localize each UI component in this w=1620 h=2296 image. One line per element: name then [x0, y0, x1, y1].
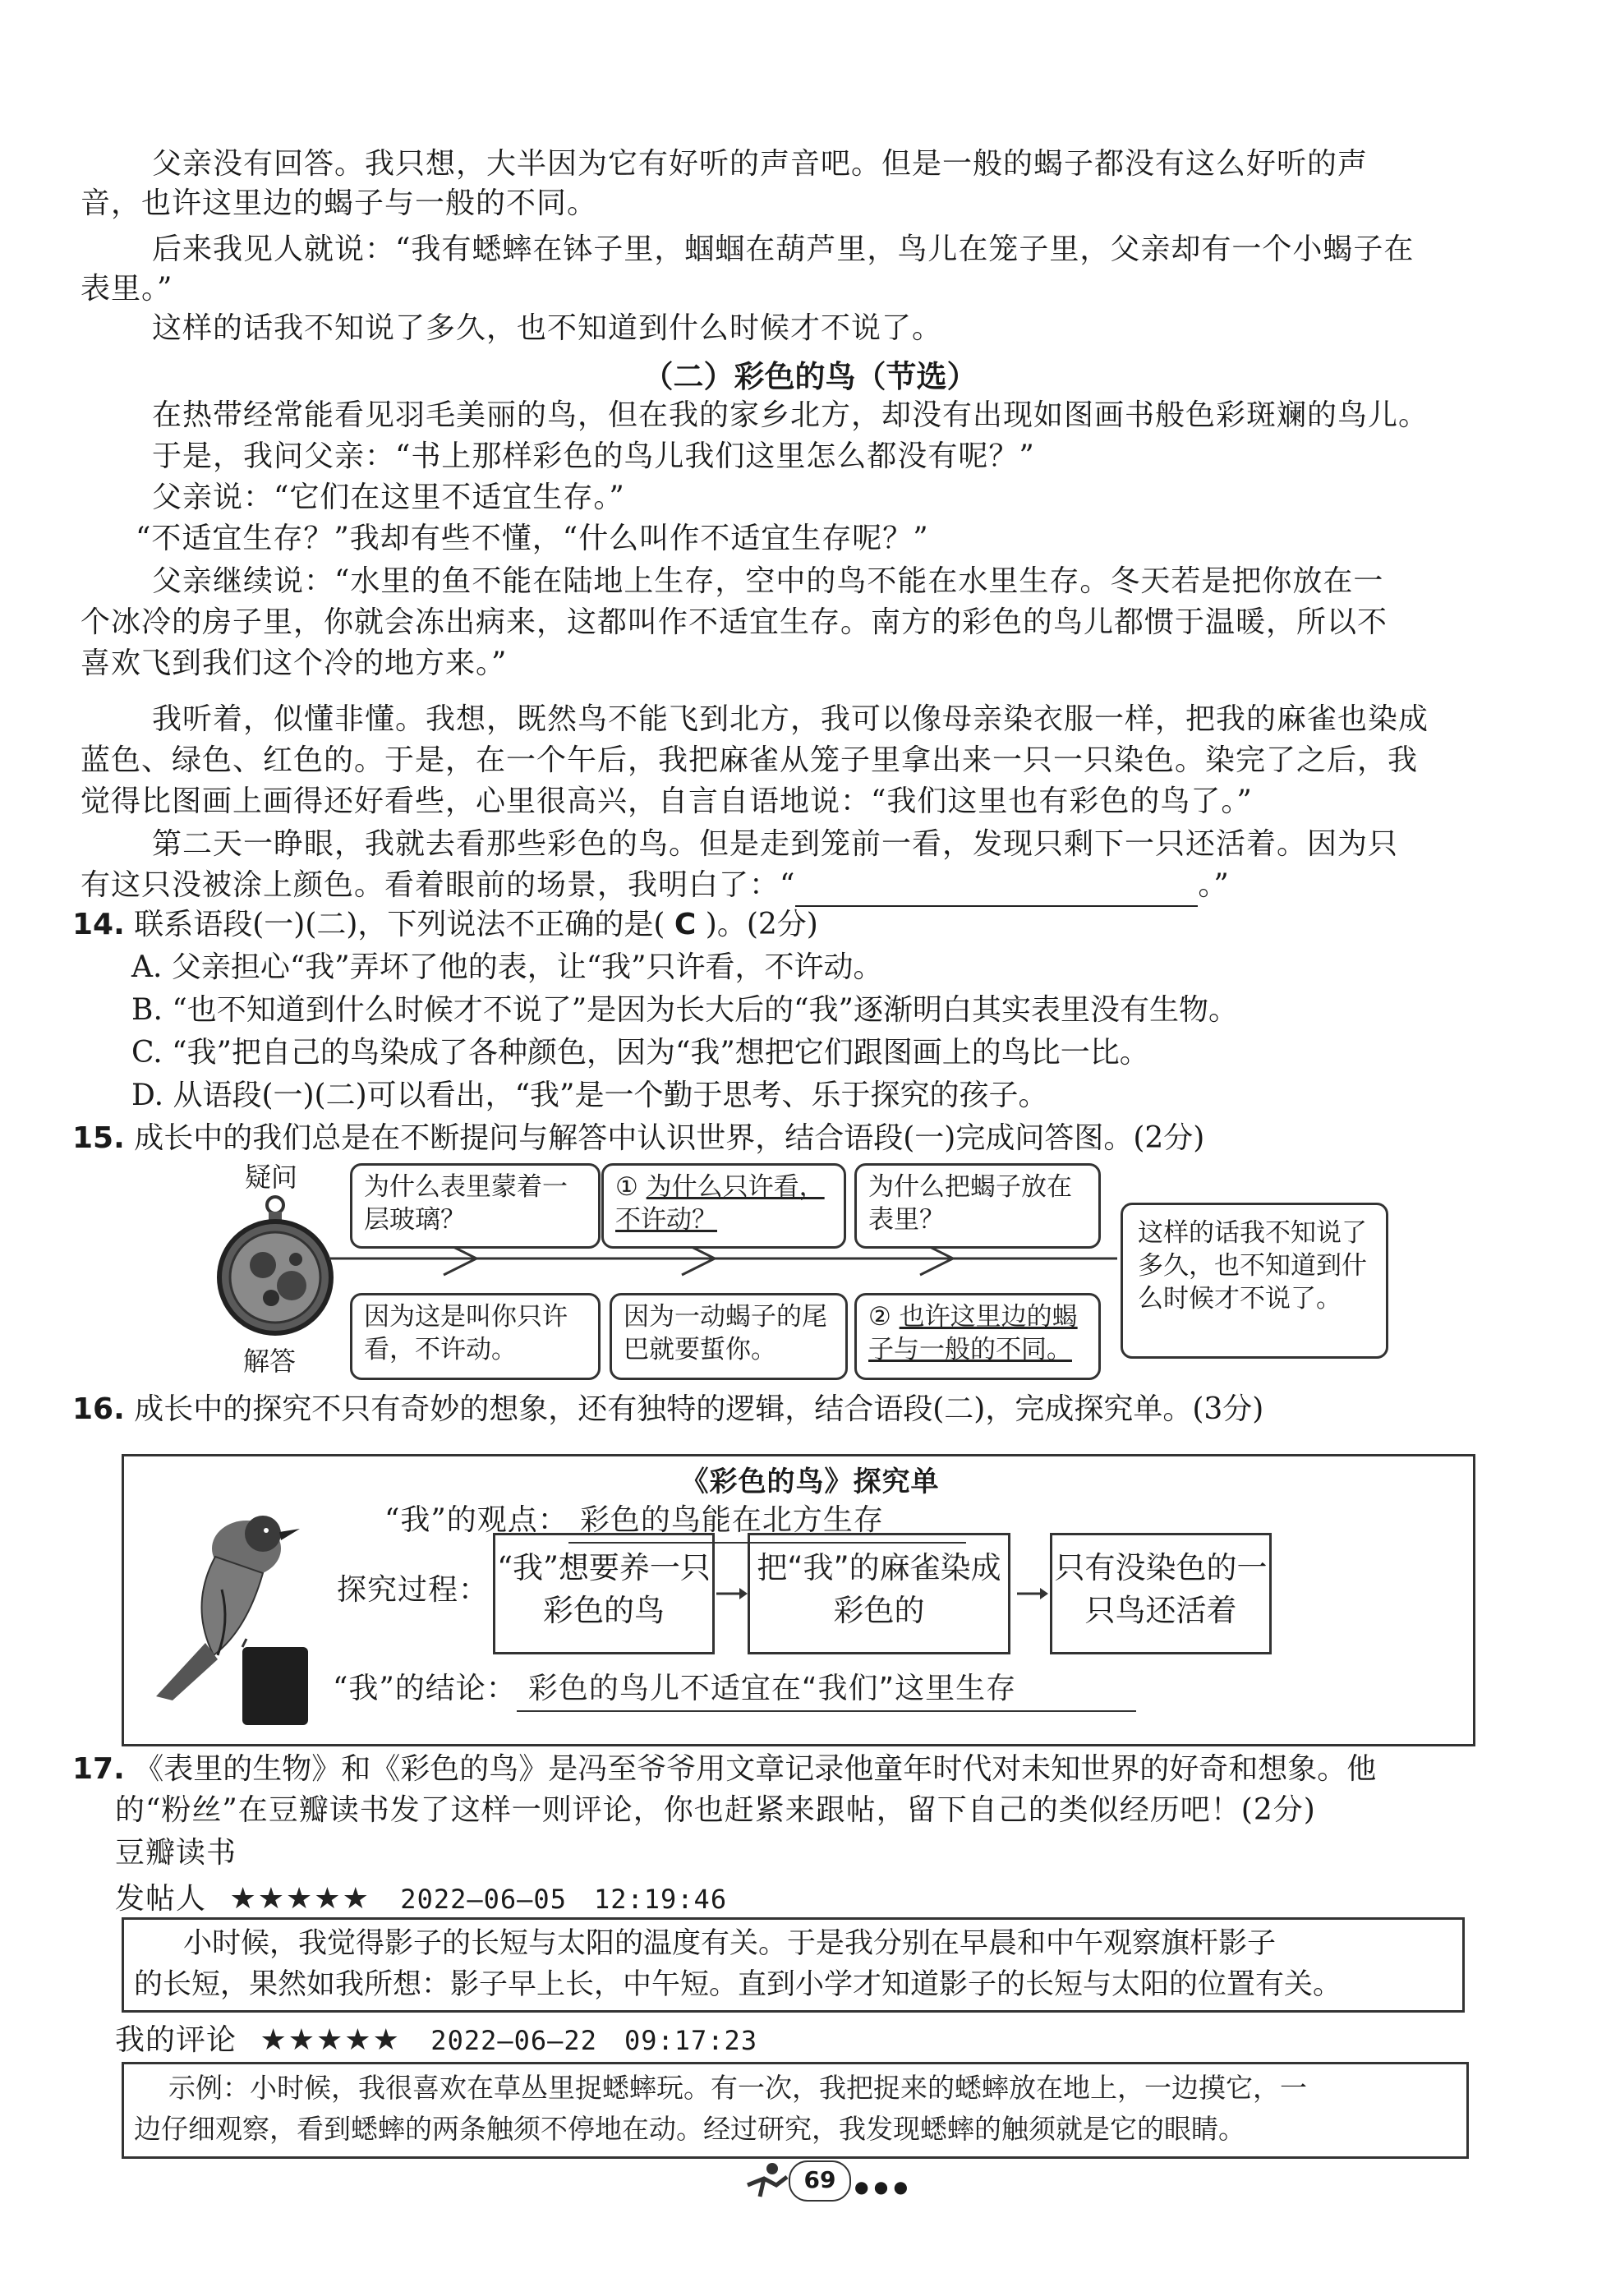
original-post [122, 1917, 1465, 2013]
option-b: B. “也不知道到什么时候才不说了”是因为长大后的“我”逐渐明白其实表里没有生物。 [131, 993, 1238, 1027]
arrow-icon [715, 1581, 748, 1606]
answer-choice[interactable]: C [674, 908, 697, 941]
passage2-line: 于是，我问父亲：“书上那样彩色的鸟儿我们这里怎么都没有呢？” [152, 439, 1035, 473]
process-label: 探究过程： [337, 1573, 490, 1607]
page-number: 69 [789, 2160, 851, 2202]
passage1-line: 后来我见人就说：“我有蟋蟀在钵子里，蝈蝈在葫芦里，鸟儿在笼子里，父亲却有一个小蝎子在 [152, 232, 1415, 266]
question-number: 15. [72, 1121, 125, 1155]
process-step-2[interactable]: 把“我”的麻雀染成彩色的 [748, 1533, 1010, 1654]
question-stem: 联系语段(一)(二)，下列说法不正确的是( [134, 908, 665, 941]
view-answer[interactable]: 彩色的鸟能在北方生存 [568, 1499, 966, 1544]
question-box-3: 为什么把蝎子放在表里？ [854, 1163, 1101, 1249]
passage2-line: 父亲说：“它们在这里不适宜生存。” [152, 481, 625, 514]
bird-icon [140, 1491, 329, 1729]
question-stem: 《表里的生物》和《彩色的鸟》是冯至爷爷用文章记录他童年时代对未知世界的好奇和想象。他 [134, 1752, 1377, 1786]
reply-line: 示例：小时候，我很喜欢在草丛里捉蟋蟀玩。有一次，我把捉来的蟋蟀放在地上，一边摸它，一 [168, 2072, 1307, 2104]
passage1-line: 父亲没有回答。我只想，大半因为它有好听的声音吧。但是一般的蝎子都没有这么好听的声 [152, 147, 1369, 181]
answer-blank[interactable] [795, 872, 1198, 907]
question-number: 16. [72, 1392, 125, 1426]
circled-number: ② [868, 1302, 891, 1332]
handwritten-answer[interactable]: 也许这里边的蝎子与一般的不同。 [868, 1302, 1078, 1364]
my-reply-box[interactable] [122, 2062, 1469, 2159]
question-stem: 成长中的探究不只有奇妙的想象，还有独特的逻辑，结合语段(二)，完成探究单。(3分) [134, 1392, 1264, 1426]
passage1-line: 这样的话我不知说了多久，也不知道到什么时候才不说了。 [152, 311, 943, 345]
label-question: 疑问 [245, 1162, 298, 1193]
answer-box-2: 因为一动蝎子的尾巴就要蜇你。 [610, 1293, 848, 1380]
passage2-line-end: 。” [1198, 868, 1230, 902]
poster-label: 发帖人 [115, 1882, 207, 1916]
question-stem: 成长中的我们总是在不断提问与解答中认识世界，结合语段(一)完成问答图。(2分) [134, 1121, 1205, 1155]
conclusion-label: “我”的结论： [333, 1672, 517, 1705]
dots-decoration: ● ● ● [854, 2177, 909, 2197]
passage2-line: 我听着，似懂非懂。我想，既然鸟不能飞到北方，我可以像母亲染衣服一样，把我的麻雀也染成 [152, 702, 1429, 736]
my-comment-row [115, 2019, 757, 2062]
question-15 [72, 1117, 1204, 1160]
poster-row [115, 1878, 727, 1921]
rating-stars: ★★★★★ [260, 2023, 401, 2057]
passage2-line [81, 864, 1230, 907]
question-box-1: 为什么表里蒙着一层玻璃？ [350, 1163, 601, 1249]
option-c: C. “我”把自己的鸟染成了各种颜色，因为“我”想把它们跟图画上的鸟比一比。 [131, 1036, 1149, 1070]
site-name: 豆瓣读书 [115, 1836, 237, 1870]
conclusion-row [333, 1668, 1136, 1712]
post-line: 小时候，我觉得影子的长短与太阳的温度有关。于是我分别在早晨和中午观察旗杆影子 [183, 1927, 1277, 1960]
question-14 [72, 904, 818, 946]
passage2-line: 父亲继续说：“水里的鱼不能在陆地上生存，空中的鸟不能在水里生存。冬天若是把你放在一 [152, 564, 1384, 598]
passage2-line: “不适宜生存？”我却有些不懂，“什么叫作不适宜生存呢？” [136, 522, 929, 555]
reply-line: 边仔细观察，看到蟋蟀的两条触须不停地在动。经过研究，我发现蟋蟀的触须就是它的眼睛。 [134, 2113, 1245, 2145]
final-box: 这样的话我不知说了多久，也不知道到什么时候才不说了。 [1121, 1203, 1388, 1359]
passage1-line: 表里。” [81, 272, 173, 306]
question-17 [72, 1748, 1376, 1791]
label-answer: 解答 [243, 1346, 297, 1377]
passage2-line-text: 有这只没被涂上颜色。看着眼前的场景，我明白了：“ [81, 868, 796, 902]
post-line: 的长短，果然如我所想：影子早上长，中午短。直到小学才知道影子的长短与太阳的位置有关。 [134, 1968, 1342, 2001]
comment-time: 2022—06—22 09:17:23 [430, 2025, 758, 2056]
passage2-line: 觉得比图画上画得还好看些，心里很高兴，自言自语地说：“我们这里也有彩色的鸟了。” [81, 785, 1253, 818]
question-16 [72, 1388, 1263, 1431]
process-step-3: 只有没染色的一只鸟还活着 [1050, 1533, 1272, 1654]
handwritten-answer[interactable]: 为什么只许看，不许动？ [615, 1172, 825, 1235]
passage2-line: 蓝色、绿色、红色的。于是，在一个午后，我把麻雀从笼子里拿出来一只一只染色。染完了之后，我 [81, 743, 1419, 777]
passage2-title: （二）彩色的鸟（节选） [642, 358, 978, 394]
question-number: 14. [72, 908, 125, 941]
answer-box-1: 因为这是叫你只许看，不许动。 [350, 1293, 601, 1380]
option-d: D. 从语段(一)(二)可以看出，“我”是一个勤于思考、乐于探究的孩子。 [131, 1079, 1048, 1112]
option-a: A. 父亲担心“我”弄坏了他的表，让“我”只许看，不许动。 [131, 950, 883, 984]
passage2-line: 个冰冷的房子里，你就会冻出病来，这都叫作不适宜生存。南方的彩色的鸟儿都惯于温暖，所以不 [81, 605, 1388, 639]
passage2-line: 在热带经常能看见羽毛美丽的鸟，但在我的家乡北方，却没有出现如图画书般色彩斑斓的鸟儿。 [152, 398, 1429, 432]
question-stem-end: )。(2分) [705, 908, 818, 941]
question-box-2 [601, 1163, 846, 1249]
my-comment-label: 我的评论 [115, 2023, 237, 2057]
view-label: “我”的观点： [384, 1503, 568, 1537]
answer-box-3 [854, 1293, 1101, 1380]
post-time: 2022—06—05 12:19:46 [400, 1884, 728, 1915]
runner-logo-icon [739, 2160, 789, 2202]
circled-number: ① [615, 1172, 638, 1202]
arrow-icon [1015, 1581, 1048, 1606]
conclusion-answer[interactable]: 彩色的鸟儿不适宜在“我们”这里生存 [517, 1668, 1136, 1712]
question-number: 17. [72, 1752, 125, 1786]
rating-stars: ★★★★★ [229, 1882, 370, 1916]
passage1-line: 音，也许这里边的蝎子与一般的不同。 [81, 186, 598, 220]
inquiry-sheet-title: 《彩色的鸟》探究单 [680, 1465, 940, 1498]
passage2-line: 第二天一睁眼，我就去看那些彩色的鸟。但是走到笼前一看，发现只剩下一只还活着。因为只 [152, 827, 1399, 861]
passage2-line: 喜欢飞到我们这个冷的地方来。” [81, 646, 508, 680]
question-stem-line2: 的“粉丝”在豆瓣读书发了这样一则评论，你也赶紧来跟帖，留下自己的类似经历吧！(2分) [115, 1793, 1316, 1827]
process-step-1: “我”想要养一只彩色的鸟 [493, 1533, 715, 1654]
